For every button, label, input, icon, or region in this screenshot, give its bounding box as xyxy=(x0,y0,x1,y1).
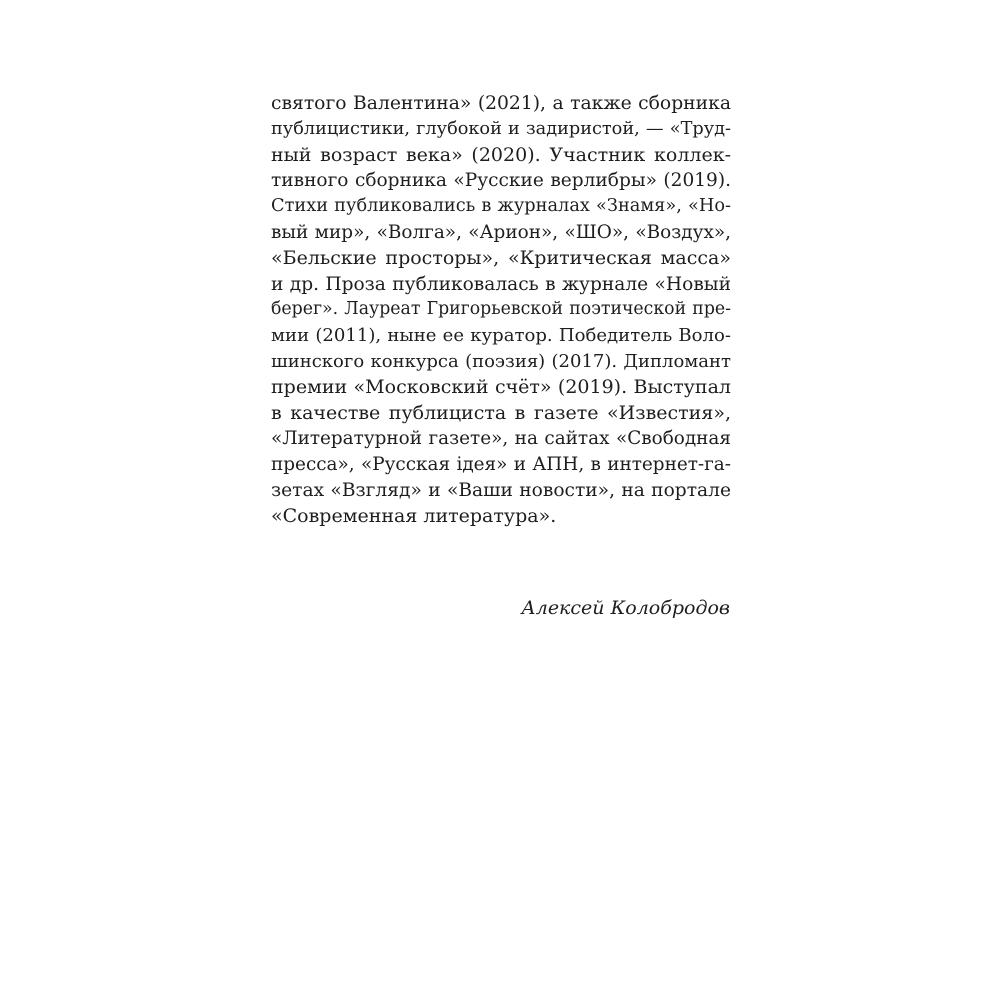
text-line: Стихи публиковались в журналах «Знамя», «Но- xyxy=(271,196,731,217)
text-line: в качестве публициста в газете «Известия», xyxy=(271,401,731,424)
author-signature: Алексей Колобродов xyxy=(521,597,730,619)
text-line: тивного сборника «Русские верлибры» (2019). xyxy=(271,170,731,192)
text-line: и др. Проза публиковалась в журнале «Новый xyxy=(271,273,731,295)
text-line: шинского конкурса (поэзия) (2017). Дипломант xyxy=(271,350,731,372)
text-line: ный возраст века» (2020). Участник коллек- xyxy=(271,143,731,166)
text-line: премии «Московский счёт» (2019). Выступал xyxy=(271,375,731,398)
text-line: святого Валентина» (2021), а также сборника xyxy=(271,93,731,114)
text-line: зетах «Взгляд» и «Ваши новости», на портале xyxy=(271,479,731,501)
text-line-last: «Современная литература». xyxy=(271,504,557,527)
body-text xyxy=(271,91,731,530)
text-line: берег». Лауреат Григорьевской поэтической пре- xyxy=(271,299,731,320)
text-line: «Литературной газете», на сайтах «Свободная xyxy=(271,428,731,450)
text-line: вый мир», «Волга», «Арион», «ШО», «Воздух», xyxy=(271,221,731,243)
text-line: публицистики, глубокой и задиристой, — «Труд- xyxy=(271,118,731,139)
text-line: «Бельские просторы», «Критическая масса» xyxy=(271,246,731,269)
text-line: пресса», «Русская ідея» и АПН, в интернет-га- xyxy=(271,454,731,476)
text-line: мии (2011), ныне ее куратор. Победитель Воло- xyxy=(271,325,731,347)
